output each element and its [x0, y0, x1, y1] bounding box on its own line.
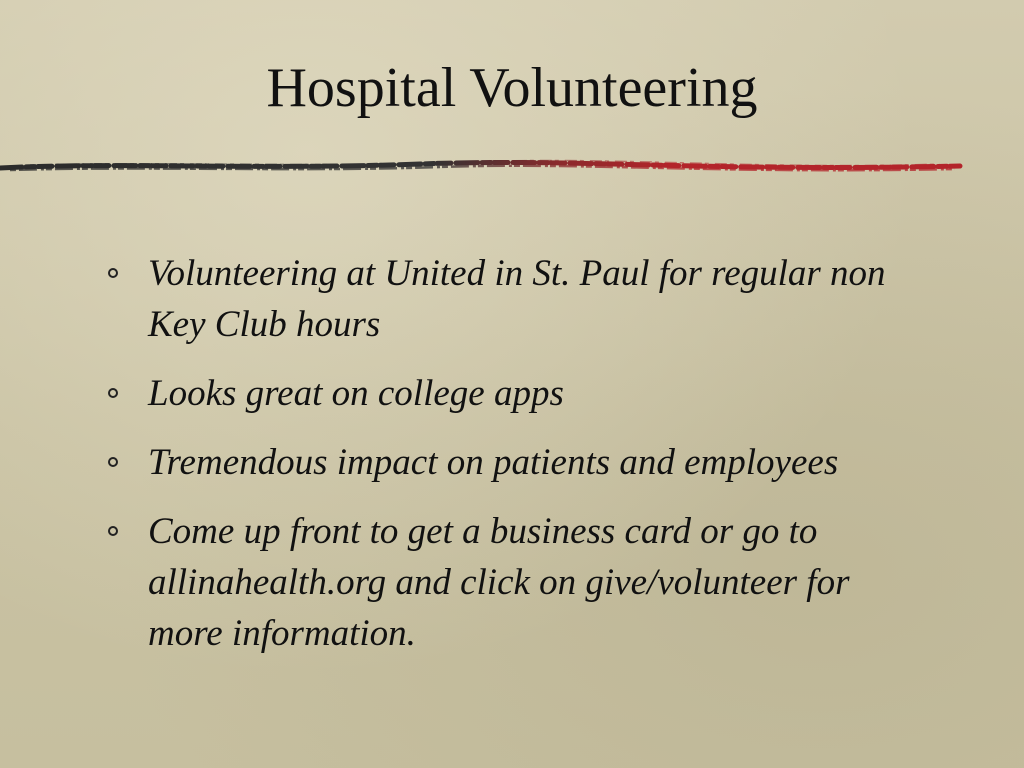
bullet-text: Come up front to get a business card or go to allinahealth.org and click on give/volunteer for more information. [148, 511, 850, 654]
brush-stroke-divider [0, 150, 970, 190]
bullet-item [108, 368, 928, 419]
bullet-text: Volunteering at United in St. Paul for regular non Key Club hours [148, 253, 886, 345]
hollow-circle-bullet-icon [108, 268, 118, 278]
hollow-circle-bullet-icon [108, 457, 118, 467]
slide-title: Hospital Volunteering [266, 57, 758, 119]
bullet-list [108, 248, 928, 677]
bullet-text: Tremendous impact on patients and employees [148, 442, 839, 483]
bullet-item [108, 437, 928, 488]
bullet-item [108, 248, 928, 350]
hollow-circle-bullet-icon [108, 526, 118, 536]
hollow-circle-bullet-icon [108, 388, 118, 398]
bullet-item [108, 506, 928, 659]
bullet-text: Looks great on college apps [148, 373, 564, 414]
